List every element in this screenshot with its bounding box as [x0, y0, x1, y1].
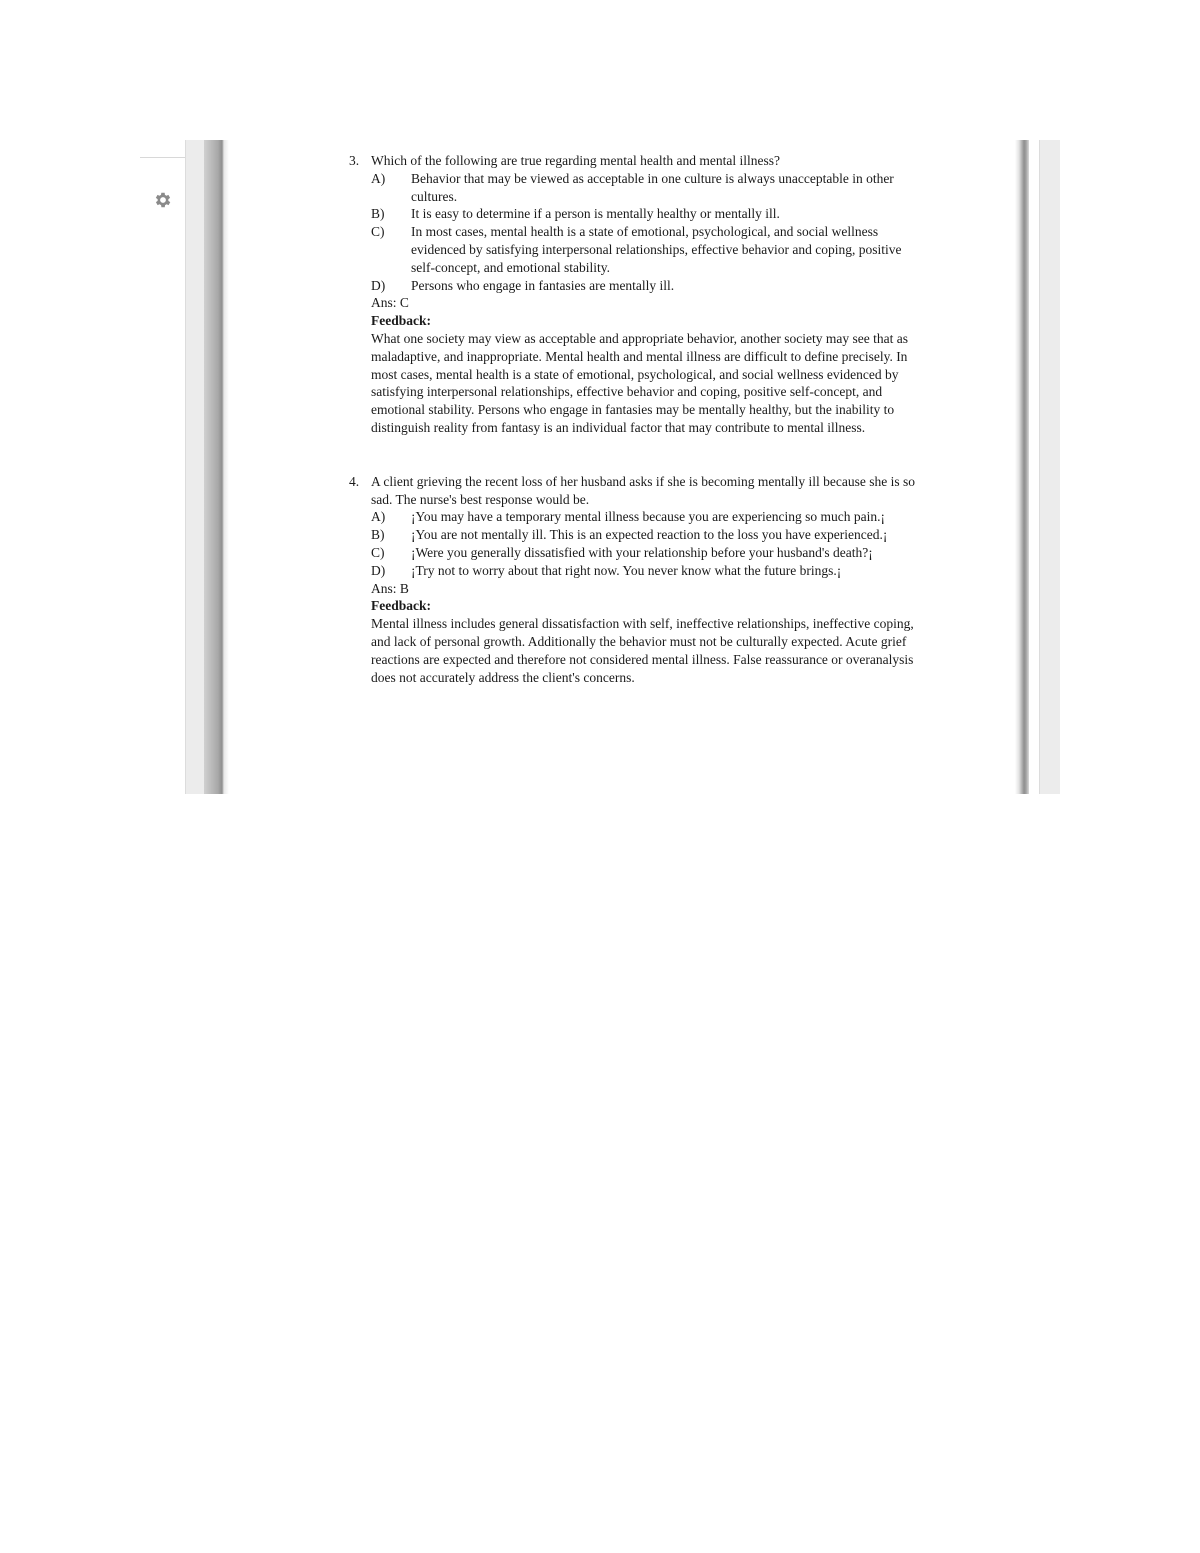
option-letter: D): [371, 277, 386, 293]
option-b: [371, 526, 924, 544]
question-spacer: [349, 437, 924, 473]
feedback-text: What one society may view as acceptable and appropriate behavior, another society may see that as maladaptive, and inappropriate. Mental health and mental illness are difficult to define precisely. In most cases, mental health is a state of emotional, psychological, and social wellness evidenced by satisfying interpersonal relationships, effective behavior and coping, positive self-concept, and emotional stability. Persons who engage in fantasies may be mentally healthy, but the inability to distinguish reality from fantasy is an individual factor that may contribute to mental illness.: [371, 330, 908, 435]
feedback-label: Feedback:: [371, 598, 431, 614]
answer-line: Ans: C: [371, 295, 409, 311]
option-c: [371, 223, 924, 276]
option-a: [371, 508, 924, 526]
question-number: 4.: [349, 473, 360, 489]
gear-icon[interactable]: [153, 190, 173, 210]
option-b: [371, 205, 924, 223]
option-letter: C): [371, 224, 385, 240]
option-text: ¡You may have a temporary mental illness because you are experiencing so much pain.¡: [411, 509, 885, 525]
option-list: [349, 508, 924, 686]
answer-line: Ans: B: [371, 580, 409, 596]
viewer-sidebar: [140, 140, 185, 794]
option-letter: A): [371, 509, 386, 525]
right-gutter: [1039, 140, 1060, 794]
document-page: [229, 140, 1015, 794]
option-d: [371, 277, 924, 295]
question-list: [349, 152, 924, 686]
option-a: [371, 170, 924, 206]
option-letter: C): [371, 544, 385, 560]
feedback-text: Mental illness includes general dissatisfaction with self, ineffective relationships, ineffective coping, and lack of personal growth. Additionally the behavior must not be culturally expected. Acute grief reactions are expected and therefore not considered mental illness. False reassurance or overanalysis does not accurately address the client's concerns.: [371, 616, 914, 685]
option-letter: A): [371, 170, 386, 186]
question-number: 3.: [349, 153, 360, 168]
feedback-label: Feedback:: [371, 313, 431, 329]
left-gutter: [185, 140, 206, 794]
document-viewer: [140, 140, 1060, 794]
option-text: It is easy to determine if a person is mentally healthy or mentally ill.: [411, 206, 780, 222]
option-text: ¡Try not to worry about that right now. You never know what the future brings.¡: [411, 562, 842, 578]
question-text: A client grieving the recent loss of her husband asks if she is becoming mentally ill because she is so sad. The nurse's best response would be.: [371, 473, 916, 507]
option-text: ¡You are not mentally ill. This is an expected reaction to the loss you have experienced.¡: [411, 527, 888, 543]
sidebar-divider: [140, 157, 185, 158]
question-3: [349, 152, 924, 437]
question-text: Which of the following are true regarding mental health and mental illness?: [371, 153, 780, 168]
option-text: Behavior that may be viewed as acceptable in one culture is always unacceptable in other cultures.: [411, 170, 894, 204]
question-stem: [349, 473, 924, 509]
option-letter: D): [371, 562, 386, 578]
page-shadow-right: [1015, 140, 1029, 794]
option-letter: B): [371, 206, 385, 222]
question-4: [349, 473, 924, 687]
option-c: [371, 544, 924, 562]
option-text: Persons who engage in fantasies are mentally ill.: [411, 277, 675, 293]
option-list: [349, 170, 924, 437]
page-shadow-left: [204, 140, 229, 794]
option-letter: B): [371, 527, 385, 543]
option-text: In most cases, mental health is a state of emotional, psychological, and social wellness evidenced by satisfying interpersonal relationships, effective behavior and coping, positive self-concept, and emotional stability.: [411, 224, 902, 275]
option-d: [371, 562, 924, 580]
option-text: ¡Were you generally dissatisfied with your relationship before your husband's death?¡: [411, 544, 873, 560]
question-stem: [349, 152, 924, 170]
